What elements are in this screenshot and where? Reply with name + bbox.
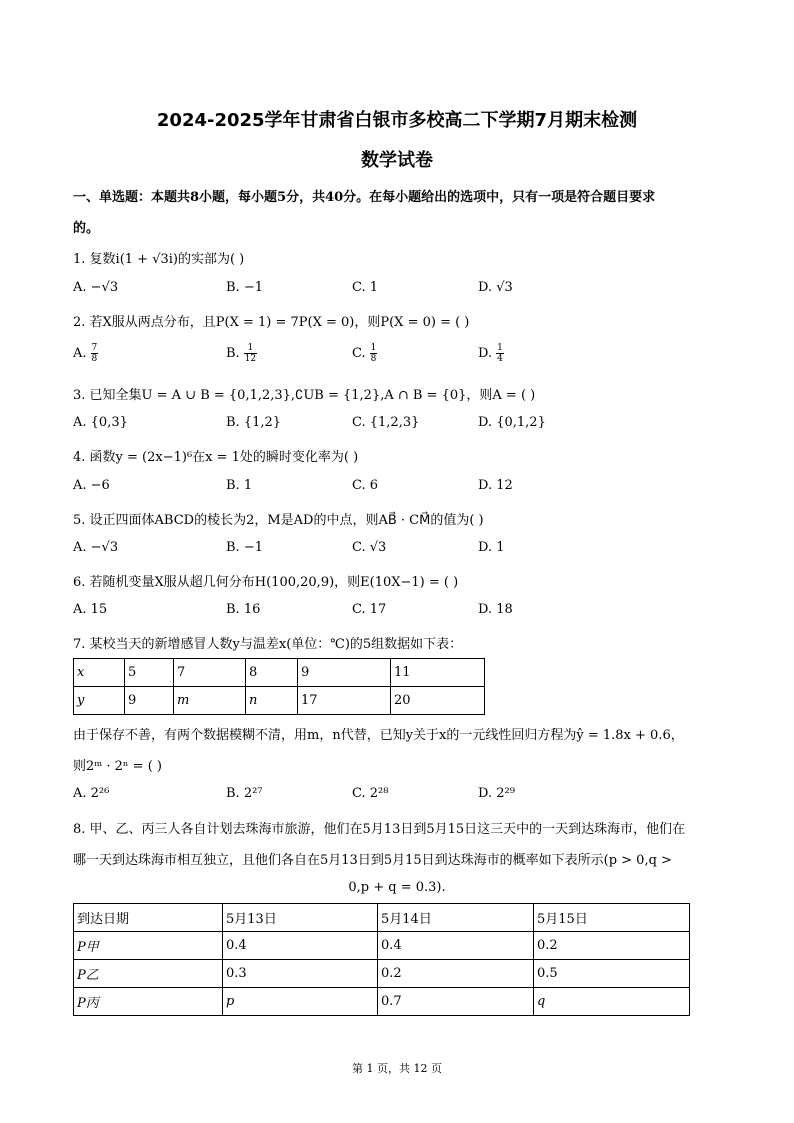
table-cell: p: [223, 988, 378, 1016]
q3-option-a: A. {0,3}: [73, 415, 128, 430]
q4-option-d: D. 12: [478, 478, 513, 493]
table-cell: 0.7: [378, 988, 534, 1016]
q4-stem: 4. 函数y = (2x−1)⁶在x = 1处的瞬时变化率为( ): [73, 450, 359, 465]
q7-option-b: B. 2²⁷: [226, 786, 263, 801]
q5-option-d: D. 1: [478, 540, 505, 555]
q2-option-c: C. $\frac{1}{8}$: [352, 343, 377, 364]
table-cell: P甲: [74, 932, 223, 960]
q1-option-b: B. −1: [226, 280, 263, 295]
table-cell: P乙: [74, 960, 223, 988]
table-cell: 20: [391, 687, 485, 715]
q5-stem: 5. 设正四面体ABCD的棱长为2，M是AD的中点，则AB⃗ · CM⃗的值为( ): [73, 513, 484, 528]
table-cell: 0.4: [223, 932, 378, 960]
table-cell: 到达日期: [74, 904, 223, 932]
q8-stem-line3: 0,p + q = 0.3).: [348, 880, 446, 895]
table-cell: 9: [298, 659, 391, 687]
q4-option-c: C. 6: [352, 478, 379, 493]
table-row: [74, 960, 690, 988]
table-cell: 5月13日: [223, 904, 378, 932]
q1-stem: 1. 复数i(1 + √3i)的实部为( ): [73, 252, 245, 267]
q7-option-a: A. 2²⁶: [73, 786, 110, 801]
q8-probability-table: [73, 903, 690, 1016]
table-cell: 0.3: [223, 960, 378, 988]
q4-option-a: A. −6: [73, 478, 110, 493]
q3-option-c: C. {1,2,3}: [352, 415, 420, 430]
section1-heading-line1: 一、单选题：本题共8小题，每小题5分，共40分。在每小题给出的选项中，只有一项是符合题目要求: [73, 190, 656, 205]
q3-option-d: D. {0,1,2}: [478, 415, 546, 430]
table-row: [74, 687, 485, 715]
section1-heading-line2: 的。: [73, 221, 100, 236]
table-cell: 7: [174, 659, 246, 687]
q2-option-b: B. $\frac{1}{12}$: [226, 343, 257, 364]
q7-option-c: C. 2²⁸: [352, 786, 389, 801]
q4-option-b: B. 1: [226, 478, 253, 493]
table-cell: 0.5: [534, 960, 690, 988]
table-cell: 5月15日: [534, 904, 690, 932]
q7-data-table: [73, 658, 485, 715]
table-cell: 17: [298, 687, 391, 715]
q1-option-d: D. √3: [478, 280, 513, 295]
title-line1: 2024-2025学年甘肃省白银市多校高二下学期7月期末检测: [156, 110, 638, 131]
table-cell: P丙: [74, 988, 223, 1016]
title-line2: 数学试卷: [361, 150, 433, 171]
table-cell: n: [246, 687, 298, 715]
page-footer: 第 1 页，共 12 页: [352, 1062, 442, 1075]
q5-option-b: B. −1: [226, 540, 263, 555]
q6-option-a: A. 15: [73, 602, 108, 617]
table-cell: 8: [246, 659, 298, 687]
q3-option-b: B. {1,2}: [226, 415, 282, 430]
table-cell: m: [174, 687, 246, 715]
table-cell: y: [74, 687, 125, 715]
q5-option-c: C. √3: [352, 540, 387, 555]
q2-option-d: D. $\frac{1}{4}$: [478, 343, 503, 364]
q7-option-d: D. 2²⁹: [478, 786, 515, 801]
table-cell: 11: [391, 659, 485, 687]
q6-option-d: D. 18: [478, 602, 513, 617]
q3-stem: 3. 已知全集U = A ∪ B = {0,1,2,3},∁UB = {1,2},A ∩ B = {0}，则A = ( ): [73, 388, 536, 403]
q6-stem: 6. 若随机变量X服从超几何分布H(100,20,9)，则E(10X−1) = ( ): [73, 575, 459, 590]
table-row: [74, 904, 690, 932]
q7-text-1: 由于保存不善，有两个数据模糊不清，用m，n代替，已知y关于x的一元线性回归方程为ŷ = 1.8x + 0.6，: [73, 728, 684, 743]
table-row: [74, 988, 690, 1016]
q6-option-c: C. 17: [352, 602, 387, 617]
table-cell: 5月14日: [378, 904, 534, 932]
table-cell: 5: [125, 659, 174, 687]
table-cell: 9: [125, 687, 174, 715]
q6-option-b: B. 16: [226, 602, 261, 617]
q1-option-c: C. 1: [352, 280, 379, 295]
q2-option-a: A. $\frac{7}{8}$: [73, 343, 98, 364]
q5-option-a: A. −√3: [73, 540, 119, 555]
table-cell: 0.2: [534, 932, 690, 960]
table-row: [74, 932, 690, 960]
q2-stem: 2. 若X服从两点分布，且P(X = 1) = 7P(X = 0)，则P(X = 0) = ( ): [73, 315, 470, 330]
table-cell: q: [534, 988, 690, 1016]
table-cell: x: [74, 659, 125, 687]
q8-stem-line2: 哪一天到达珠海市相互独立，且他们各自在5月13日到5月15日到达珠海市的概率如下表所示(p > 0,q >: [73, 853, 672, 868]
q7-stem: 7. 某校当天的新增感冒人数y与温差x(单位：℃)的5组数据如下表：: [73, 637, 463, 652]
q1-option-a: A. −√3: [73, 280, 119, 295]
table-row: [74, 659, 485, 687]
q7-text-2: 则2ᵐ · 2ⁿ = ( ): [73, 759, 162, 774]
table-cell: 0.4: [378, 932, 534, 960]
q8-stem-line1: 8. 甲、乙、丙三人各自计划去珠海市旅游，他们在5月13日到5月15日这三天中的一天到达珠海市，他们在: [73, 822, 686, 837]
table-cell: 0.2: [378, 960, 534, 988]
